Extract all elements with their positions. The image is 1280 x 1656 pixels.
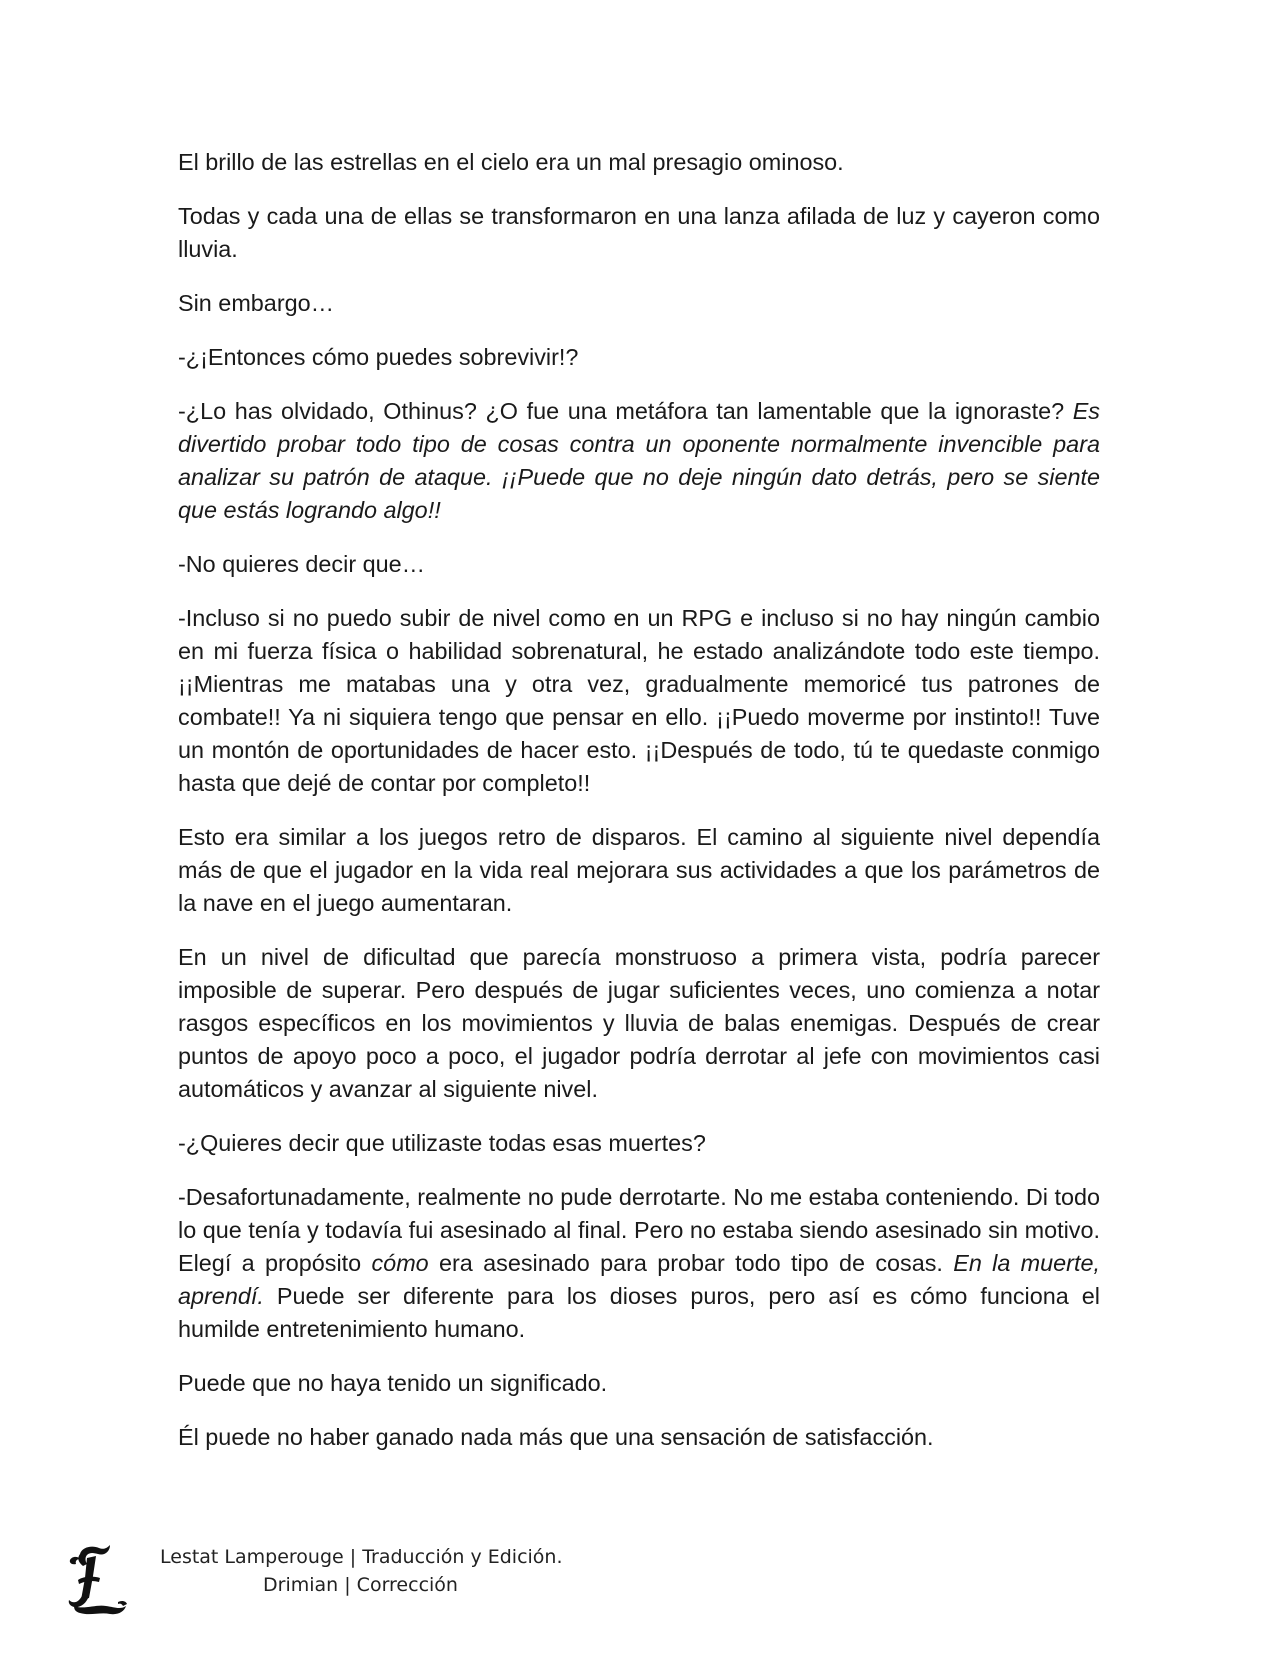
text-run: -Incluso si no puedo subir de nivel como en un RPG e incluso si no hay ningún cambio en mi fuerza física o habilidad sobrenatural, he estado analizándote todo este tiempo. ¡¡Mientras me matabas una y otra vez, gradualmente memoricé tus patrones de combate!! Ya ni siquiera tengo que pensar en ello. ¡¡Puedo moverme por instinto!! Tuve un montón de oportunidades de hacer esto. ¡¡Después de todo, tú te quedaste conmigo hasta que dejé de contar por completo!! (178, 605, 1100, 796)
paragraph (178, 1367, 1100, 1400)
text-run: Él puede no haber ganado nada más que una sensación de satisfacción. (178, 1424, 934, 1450)
italic-text-run: cómo (371, 1250, 429, 1276)
text-run: Puede que no haya tenido un significado. (178, 1370, 608, 1396)
text-run: Puede ser diferente para los dioses puros, pero así es cómo funciona el humilde entretenimiento humano. (178, 1283, 1100, 1342)
italic-text-run: En la muerte, aprendí. (178, 1250, 1100, 1309)
paragraph (178, 1127, 1100, 1160)
paragraph (178, 1181, 1100, 1346)
gothic-letter-l-logo-icon (66, 1544, 128, 1616)
paragraph (178, 341, 1100, 374)
text-run: -Desafortunadamente, realmente no pude derrotarte. No me estaba conteniendo. Di todo lo que tenía y todavía fui asesinado al final. Pero no estaba siendo asesinado sin motivo. Elegí a propósito (178, 1184, 1100, 1276)
text-run: El brillo de las estrellas en el cielo era un mal presagio ominoso. (178, 149, 844, 175)
footer-credit-translation: Lestat Lamperouge | Traducción y Edición. (160, 1546, 563, 1568)
text-run: era asesinado para probar todo tipo de cosas. (428, 1250, 954, 1276)
text-run: En un nivel de dificultad que parecía monstruoso a primera vista, podría parecer imposible de superar. Pero después de jugar suficientes veces, uno comienza a notar rasgos específicos en los movimientos y lluvia de balas enemigas. Después de crear puntos de apoyo poco a poco, el jugador podría derrotar al jefe con movimientos casi automáticos y avanzar al siguiente nivel. (178, 944, 1100, 1102)
italic-text-run: Es divertido probar todo tipo de cosas contra un oponente normalmente invencible para analizar su patrón de ataque. ¡¡Puede que no deje ningún dato detrás, pero se siente que estás logrando algo!! (178, 398, 1100, 523)
paragraph (178, 821, 1100, 920)
text-run: -¿Lo has olvidado, Othinus? ¿O fue una metáfora tan lamentable que la ignoraste? (178, 398, 1073, 424)
text-run: Todas y cada una de ellas se transformaron en una lanza afilada de luz y cayeron como lluvia. (178, 203, 1100, 262)
text-run: -¿Quieres decir que utilizaste todas esas muertes? (178, 1130, 706, 1156)
paragraph (178, 1421, 1100, 1454)
footer-credit-correction: Drimian | Corrección (263, 1574, 458, 1596)
paragraph (178, 200, 1100, 266)
paragraph (178, 287, 1100, 320)
text-run: Sin embargo… (178, 290, 335, 316)
text-run: -No quieres decir que… (178, 551, 426, 577)
paragraph (178, 395, 1100, 527)
paragraph (178, 602, 1100, 800)
footer-credits (160, 1543, 600, 1599)
paragraph (178, 548, 1100, 581)
document-body (178, 146, 1100, 1475)
text-run: -¿¡Entonces cómo puedes sobrevivir!? (178, 344, 579, 370)
paragraph (178, 146, 1100, 179)
text-run: Esto era similar a los juegos retro de disparos. El camino al siguiente nivel dependía más de que el jugador en la vida real mejorara sus actividades a que los parámetros de la nave en el juego aumentaran. (178, 824, 1100, 916)
paragraph (178, 941, 1100, 1106)
